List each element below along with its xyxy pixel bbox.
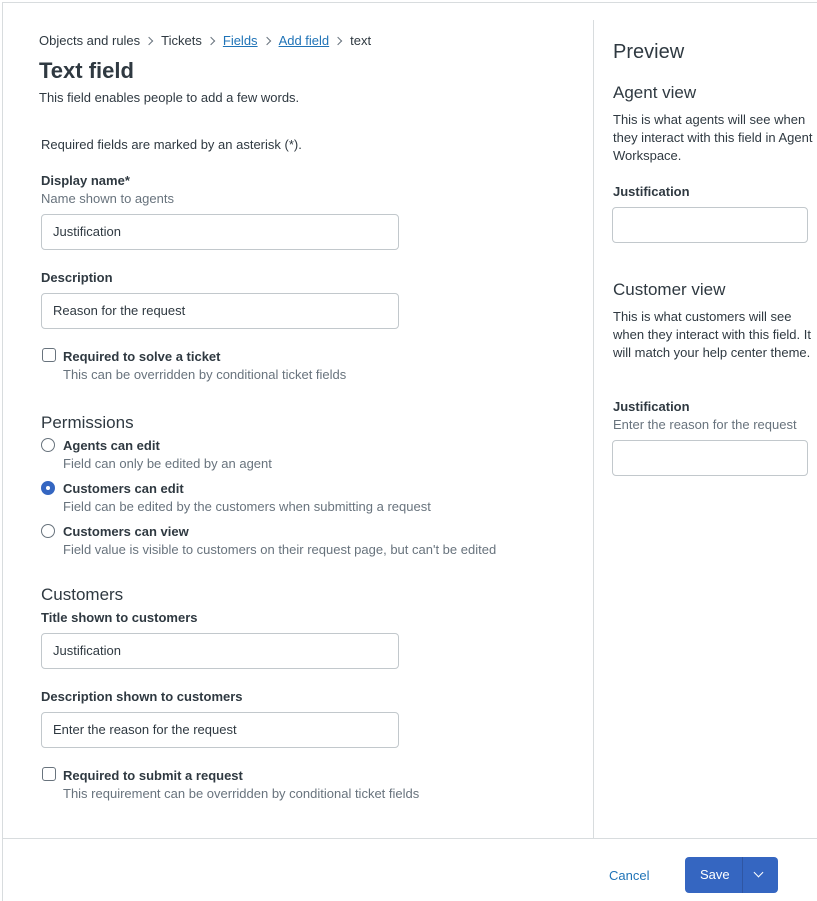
chevron-right-icon (334, 36, 342, 44)
breadcrumb-current: text (350, 33, 372, 48)
display-name-label: Display name* (41, 173, 130, 188)
customer-preview-field-label: Justification (613, 399, 690, 414)
agents-can-edit-label: Agents can edit (63, 438, 160, 453)
agent-view-heading: Agent view (613, 83, 697, 102)
required-submit-label: Required to submit a request (63, 768, 243, 783)
agent-preview-input[interactable] (612, 207, 808, 243)
customer-title-input[interactable]: Justification (41, 633, 399, 669)
agents-can-edit-radio[interactable] (41, 438, 55, 452)
customers-can-edit-radio[interactable] (41, 481, 55, 495)
customer-description-label: Description shown to customers (41, 689, 243, 704)
footer-bar (2, 838, 817, 901)
customers-can-view-hint: Field value is visible to customers on their request page, but can't be edited (63, 542, 497, 557)
preview-title: Preview (613, 41, 685, 63)
page-title: Text field (39, 58, 134, 83)
preview-panel (593, 20, 817, 838)
cancel-button[interactable]: Cancel (609, 868, 650, 883)
customer-description-input[interactable]: Enter the reason for the request (41, 712, 399, 748)
save-button-divider (742, 857, 743, 893)
customers-heading: Customers (41, 585, 124, 604)
chevron-right-icon (262, 36, 270, 44)
description-input[interactable]: Reason for the request (41, 293, 399, 329)
customers-can-edit-label: Customers can edit (63, 481, 184, 496)
required-solve-hint: This can be overridden by conditional ticket fields (63, 367, 347, 382)
display-name-hint: Name shown to agents (41, 191, 174, 206)
breadcrumb (39, 33, 371, 48)
customer-title-label: Title shown to customers (41, 610, 198, 625)
required-submit-checkbox[interactable] (42, 767, 56, 781)
chevron-right-icon (207, 36, 215, 44)
agent-view-text: This is what agents will see when they interact with this field in Agent Workspace. (613, 112, 813, 163)
save-button-label: Save (700, 867, 730, 882)
required-note: Required fields are marked by an asterisk (*). (41, 137, 302, 152)
required-solve-label: Required to solve a ticket (63, 349, 221, 364)
breadcrumb-add-field-link[interactable]: Add field (278, 33, 330, 48)
customers-can-view-label: Customers can view (63, 524, 189, 539)
chevron-down-icon[interactable] (754, 868, 764, 878)
customer-preview-field-hint: Enter the reason for the request (613, 417, 797, 432)
breadcrumb-tickets[interactable]: Tickets (161, 33, 202, 48)
agents-can-edit-hint: Field can only be edited by an agent (63, 456, 272, 471)
agent-preview-field-label: Justification (613, 184, 690, 199)
breadcrumb-fields-link[interactable]: Fields (222, 33, 258, 48)
page-subtitle: This field enables people to add a few words. (39, 90, 300, 105)
description-label: Description (41, 270, 113, 285)
customers-can-view-radio[interactable] (41, 524, 55, 538)
permissions-heading: Permissions (41, 413, 134, 432)
customers-can-edit-hint: Field can be edited by the customers when submitting a request (63, 499, 431, 514)
customer-view-text: This is what customers will see when they interact with this field. It will match your help center theme. (613, 309, 811, 360)
save-button[interactable] (685, 857, 778, 893)
chevron-right-icon (145, 36, 153, 44)
breadcrumb-objects-and-rules[interactable]: Objects and rules (39, 33, 141, 48)
customer-view-heading: Customer view (613, 280, 726, 299)
display-name-input[interactable]: Justification (41, 214, 399, 250)
required-submit-hint: This requirement can be overridden by conditional ticket fields (63, 786, 420, 801)
customer-preview-input[interactable] (612, 440, 808, 476)
required-solve-checkbox[interactable] (42, 348, 56, 362)
